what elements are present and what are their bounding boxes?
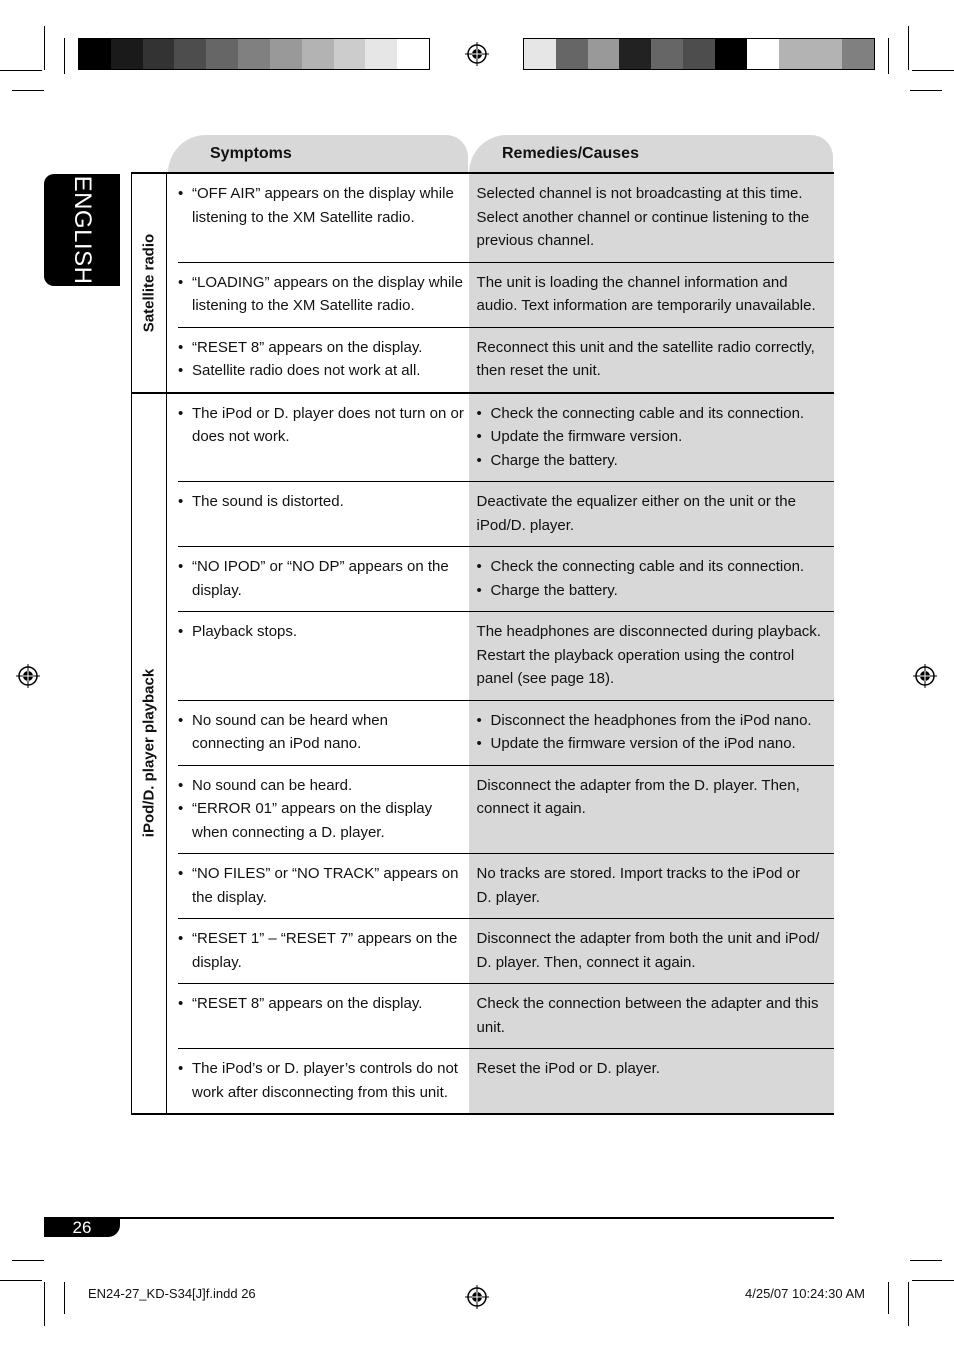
remedy-cell	[469, 394, 834, 482]
symptom-cell	[178, 1049, 469, 1113]
language-tab-label: ENGLISH	[69, 175, 96, 285]
remedy-text: Selected channel is not broadcasting at this time. Select another channel or continue listening to the previous channel.	[476, 185, 810, 249]
symptoms-header: Symptoms	[168, 135, 468, 173]
crop-mark	[64, 38, 65, 74]
symptom-cell	[178, 174, 469, 262]
symptom-cell	[178, 919, 469, 983]
symptom-item: • “RESET 8” appears on the display.	[178, 992, 465, 1016]
table-row	[178, 611, 834, 700]
remedy-text: The headphones are disconnected during playback. Restart the playback operation using the control panel (see page 18).	[476, 623, 821, 687]
table-row	[178, 481, 834, 546]
remedy-cell	[469, 328, 834, 392]
remedy-item: • Charge the battery.	[477, 579, 826, 603]
remedy-cell	[469, 263, 834, 327]
color-swatch	[238, 39, 270, 69]
remedy-cell	[469, 547, 834, 611]
registration-mark-icon	[465, 1285, 489, 1309]
remedy-cell	[469, 766, 834, 854]
remedy-text: Disconnect the adapter from the D. player. Then, connect it again.	[476, 776, 800, 817]
crop-mark	[12, 90, 44, 91]
color-swatch	[588, 39, 620, 69]
print-timestamp: 4/25/07 10:24:30 AM	[745, 1286, 865, 1301]
remedy-cell	[469, 984, 834, 1048]
table-row	[178, 174, 834, 262]
symptom-item: • “OFF AIR” appears on the display while listening to the XM Satellite radio.	[178, 182, 465, 229]
color-swatch	[842, 39, 874, 69]
remedy-item: • Check the connecting cable and its connection.	[477, 555, 826, 579]
crop-mark	[44, 1282, 45, 1326]
section-label: iPod/D. player playback	[140, 669, 158, 838]
registration-mark-icon	[913, 664, 937, 688]
remedy-cell	[469, 854, 834, 918]
crop-mark	[910, 1260, 942, 1261]
table-row	[178, 327, 834, 392]
remedies-header: Remedies/Causes	[469, 135, 833, 173]
symptom-item: • “LOADING” appears on the display while listening to the XM Satellite radio.	[178, 271, 465, 318]
color-swatch	[810, 39, 842, 69]
symptom-cell	[178, 263, 469, 327]
color-swatch	[715, 39, 747, 69]
table-section	[131, 392, 834, 1116]
file-name: EN24-27_KD-S34[J]f.indd 26	[88, 1286, 256, 1301]
crop-mark	[0, 70, 42, 71]
crop-mark	[0, 1280, 42, 1281]
color-swatch	[556, 39, 588, 69]
remedy-item: • Disconnect the headphones from the iPod nano.	[477, 709, 826, 733]
remedy-cell	[469, 612, 834, 700]
symptom-cell	[178, 766, 469, 854]
remedy-cell	[469, 701, 834, 765]
symptom-cell	[178, 328, 469, 392]
table-row	[178, 546, 834, 611]
table-row	[178, 700, 834, 765]
color-swatch	[143, 39, 175, 69]
color-calibration-bar-left	[78, 38, 430, 70]
color-swatch	[79, 39, 111, 69]
symptom-item: • “ERROR 01” appears on the display when connecting a D. player.	[178, 797, 465, 844]
remedy-item: • Check the connecting cable and its connection.	[477, 402, 826, 426]
page-number: 26	[44, 1218, 120, 1237]
remedy-text: Check the connection between the adapter and this unit.	[476, 995, 819, 1036]
language-tab	[44, 174, 120, 286]
color-swatch	[174, 39, 206, 69]
crop-mark	[888, 1282, 889, 1314]
registration-mark-icon	[16, 664, 40, 688]
table-row	[178, 262, 834, 327]
color-swatch	[302, 39, 334, 69]
remedy-text: Reset the iPod or D. player.	[476, 1060, 660, 1077]
symptom-item: • “RESET 8” appears on the display.	[178, 336, 465, 360]
crop-mark	[908, 26, 909, 70]
color-swatch	[270, 39, 302, 69]
symptom-item: • No sound can be heard.	[178, 774, 465, 798]
section-side-label	[132, 174, 167, 392]
remedy-text: Reconnect this unit and the satellite radio correctly, then reset the unit.	[476, 338, 815, 379]
troubleshooting-table	[131, 172, 834, 1115]
crop-mark	[910, 90, 942, 91]
table-row	[178, 853, 834, 918]
symptom-cell	[178, 394, 469, 482]
remedy-item: • Charge the battery.	[477, 449, 826, 473]
remedy-text: The unit is loading the channel information and audio. Text information are temporarily unavailable.	[476, 273, 816, 314]
color-swatch	[524, 39, 556, 69]
crop-mark	[912, 1280, 954, 1281]
color-swatch	[683, 39, 715, 69]
symptom-item: • “RESET 1” – “RESET 7” appears on the display.	[178, 927, 465, 974]
color-swatch	[365, 39, 397, 69]
remedy-text: Disconnect the adapter from both the unit and iPod/ D. player. Then, connect it again.	[476, 930, 820, 971]
remedy-cell	[469, 919, 834, 983]
symptom-cell	[178, 482, 469, 546]
section-label: Satellite radio	[140, 233, 158, 332]
color-swatch	[334, 39, 366, 69]
table-row	[178, 765, 834, 854]
symptom-item: • The sound is distorted.	[178, 490, 465, 514]
table-section	[131, 172, 834, 392]
crop-mark	[912, 70, 954, 71]
symptom-item: • “NO IPOD” or “NO DP” appears on the display.	[178, 555, 465, 602]
symptom-item: • The iPod’s or D. player’s controls do not work after disconnecting from this unit.	[178, 1057, 465, 1104]
color-swatch	[111, 39, 143, 69]
symptom-cell	[178, 612, 469, 700]
remedy-text: No tracks are stored. Import tracks to the iPod or D. player.	[476, 865, 801, 906]
remedy-text: Deactivate the equalizer either on the unit or the iPod/D. player.	[476, 493, 796, 534]
color-swatch	[779, 39, 811, 69]
crop-mark	[64, 1282, 65, 1314]
table-row	[178, 918, 834, 983]
color-swatch	[206, 39, 238, 69]
table-row	[178, 394, 834, 482]
color-swatch	[397, 39, 429, 69]
registration-mark-icon	[465, 42, 489, 66]
remedy-item: • Update the firmware version.	[477, 425, 826, 449]
symptom-item: • “NO FILES” or “NO TRACK” appears on the display.	[178, 862, 465, 909]
remedy-cell	[469, 1049, 834, 1113]
crop-mark	[12, 1260, 44, 1261]
symptom-cell	[178, 547, 469, 611]
symptom-item: • No sound can be heard when connecting an iPod nano.	[178, 709, 465, 756]
section-side-label	[132, 394, 167, 1114]
crop-mark	[44, 26, 45, 70]
remedy-cell	[469, 174, 834, 262]
color-swatch	[619, 39, 651, 69]
color-swatch	[651, 39, 683, 69]
footer-rule	[44, 1217, 834, 1219]
color-swatch	[747, 39, 779, 69]
table-row	[178, 1048, 834, 1113]
crop-mark	[888, 38, 889, 74]
color-calibration-bar-right	[523, 38, 875, 70]
remedy-cell	[469, 482, 834, 546]
symptom-cell	[178, 984, 469, 1048]
table-row	[178, 983, 834, 1048]
symptom-item: • Playback stops.	[178, 620, 465, 644]
remedy-item: • Update the firmware version of the iPod nano.	[477, 732, 826, 756]
symptom-cell	[178, 701, 469, 765]
symptom-cell	[178, 854, 469, 918]
symptom-item: • Satellite radio does not work at all.	[178, 359, 465, 383]
crop-mark	[908, 1282, 909, 1326]
symptom-item: • The iPod or D. player does not turn on or does not work.	[178, 402, 465, 449]
